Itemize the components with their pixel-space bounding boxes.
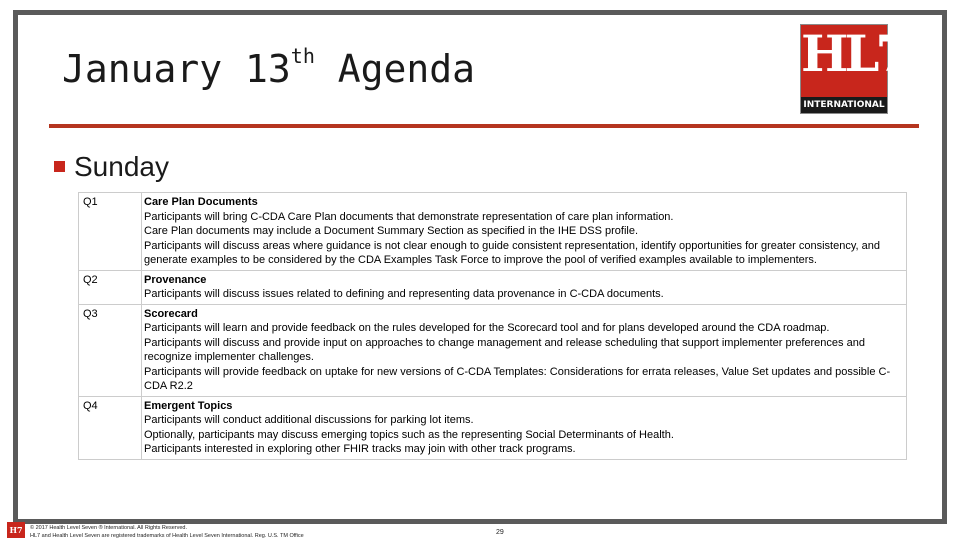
item-title: Emergent Topics [144,399,233,412]
logo-letters: HL7 [801,24,907,83]
footer-copyright [30,524,304,540]
slot-cell: Q4 [79,396,142,459]
table-row [79,396,907,459]
item-title: Care Plan Documents [144,196,258,208]
slot-cell: Q3 [79,304,142,396]
page-number: 29 [496,529,504,536]
square-bullet-icon [54,161,65,172]
item-line: Participants will learn and provide feedback on the rules developed for the Scorecard tool and for plans developed around the CDA roadmap. [144,322,830,334]
item-line: Care Plan documents may include a Document Summary Section as specified in the IHE DSS profile. [144,225,639,237]
item-line: Participants will discuss issues related to defining and representing data provenance in C-CDA documents. [144,288,664,300]
item-title: Scorecard [144,307,198,320]
slot-cell: Q2 [79,270,142,304]
item-line: Participants will bring C-CDA Care Plan documents that demonstrate representation of care plan information. [144,210,674,223]
description-cell [142,193,907,271]
description-cell [142,304,907,396]
logo-band: INTERNATIONAL [801,97,887,113]
table-row [79,304,907,396]
description-cell [142,396,907,459]
title-superscript: th [290,44,315,68]
title-divider [49,124,919,128]
item-line: Participants will discuss areas where guidance is not clear enough to guide consistent representation, identify opportunities for greater consistency, and generate examples to be considered by the CDA Examples Task Force to improve the pool of verified examples available to implementers. [144,239,880,266]
item-line: Participants interested in exploring other FHIR tracks may join with other track programs. [144,443,576,455]
item-line: Participants will discuss and provide input on approaches to change management and release scheduling that support implementer preferences and recognize implementer challenges. [144,336,865,363]
footer-line-1: © 2017 Health Level Seven ® International. All Rights Reserved. [30,525,187,531]
table-row [79,270,907,304]
page-title [62,44,476,91]
hl7-logo [800,24,907,114]
description-cell [142,270,907,304]
footer-line-2: HL7 and Health Level Seven are registered trademarks of Health Level Seven International. Reg. U.S. TM Office [30,533,304,539]
item-title: Provenance [144,273,207,286]
agenda-table [78,192,907,460]
title-rest: Agenda [314,47,476,91]
slot-cell: Q1 [79,193,142,271]
item-line: Participants will conduct additional discussions for parking lot items. [144,414,474,426]
footer-logo: H7 [7,522,25,538]
item-line: Optionally, participants may discuss emerging topics such as the representing Social Determinants of Health. [144,428,674,441]
table-row [79,193,907,271]
section-heading: Sunday [74,151,169,182]
item-line: Participants will provide feedback on uptake for new versions of C-CDA Templates: Considerations for errata releases, Value Set updates and possible C-CDA R2.2 [144,365,891,392]
title-main: January 13 [62,47,291,91]
